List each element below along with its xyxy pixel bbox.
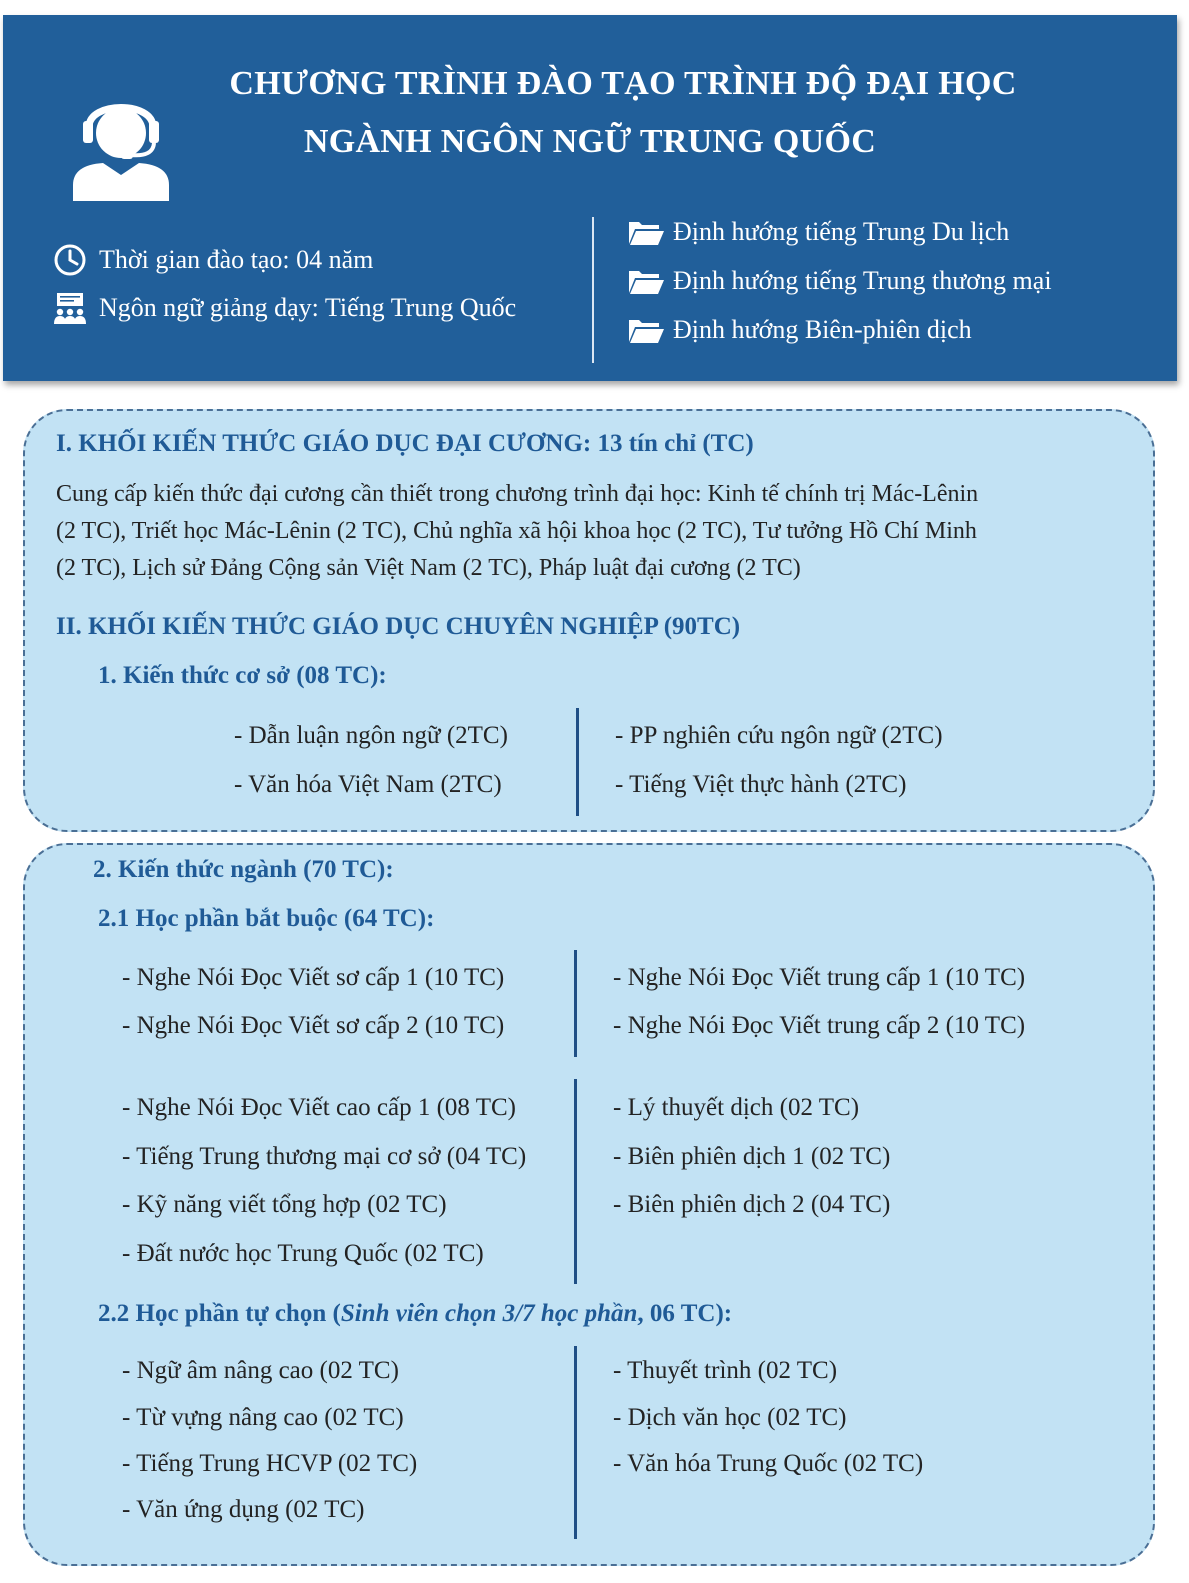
orientation-item	[627, 315, 972, 345]
general-heading: I. KHỐI KIẾN THỨC GIÁO DỤC ĐẠI CƯƠNG: 13 tín chỉ (TC)	[56, 430, 754, 457]
general-line: Cung cấp kiến thức đại cương cần thiết trong chương trình đại học: Kinh tế chính trị Mác-Lênin	[56, 481, 979, 507]
elective-heading-note: Sinh viên chọn 3/7 học phần	[340, 1300, 638, 1327]
course-item: - Văn hóa Việt Nam (2TC)	[234, 771, 502, 798]
course-item: - Thuyết trình (02 TC)	[613, 1357, 838, 1384]
general-line: (2 TC), Lịch sử Đảng Cộng sản Việt Nam (2 TC), Pháp luật đại cương (2 TC)	[56, 555, 801, 581]
orientation-item	[627, 266, 1052, 296]
foundation-heading: 1. Kiến thức cơ sở (08 TC):	[98, 662, 387, 689]
course-item: - Dẫn luận ngôn ngữ (2TC)	[234, 722, 508, 749]
general-line: (2 TC), Triết học Mác-Lênin (2 TC), Chủ nghĩa xã hội khoa học (2 TC), Tư tưởng Hồ Chí Minh	[56, 518, 977, 544]
elective-heading-suffix: , 06 TC):	[637, 1300, 733, 1327]
major-heading: 2. Kiến thức ngành (70 TC):	[93, 856, 394, 883]
course-item: - Đất nước học Trung Quốc (02 TC)	[122, 1240, 484, 1267]
header-divider	[592, 217, 594, 363]
program-title-line1: CHƯƠNG TRÌNH ĐÀO TẠO TRÌNH ĐỘ ĐẠI HỌC	[229, 65, 1017, 102]
orientation-text: Định hướng Biên-phiên dịch	[673, 315, 972, 344]
orientation-text: Định hướng tiếng Trung thương mại	[673, 266, 1052, 295]
orientation-item	[627, 217, 1009, 247]
folder-icon	[627, 316, 665, 344]
presentation-audience-icon	[53, 291, 87, 325]
course-item: - PP nghiên cứu ngôn ngữ (2TC)	[615, 722, 943, 749]
duration-text: Thời gian đào tạo: 04 năm	[99, 245, 374, 274]
clock-icon	[53, 243, 87, 277]
column-divider	[576, 708, 579, 816]
course-item: - Biên phiên dịch 1 (02 TC)	[613, 1143, 891, 1170]
column-divider	[574, 950, 577, 1057]
course-item: - Biên phiên dịch 2 (04 TC)	[613, 1191, 891, 1218]
course-item: - Văn hóa Trung Quốc (02 TC)	[613, 1450, 924, 1477]
program-title-line2: NGÀNH NGÔN NGỮ TRUNG QUỐC	[303, 123, 877, 160]
elective-heading	[98, 1300, 732, 1328]
course-item: - Lý thuyết dịch (02 TC)	[613, 1094, 860, 1121]
column-divider	[574, 1079, 577, 1284]
course-item: - Tiếng Việt thực hành (2TC)	[615, 771, 907, 798]
course-item: - Từ vựng nâng cao (02 TC)	[122, 1404, 404, 1431]
course-item: - Nghe Nói Đọc Viết trung cấp 1 (10 TC)	[613, 964, 1026, 991]
elective-heading-prefix: 2.2 Học phần tự chọn (	[98, 1300, 341, 1327]
language-text: Ngôn ngữ giảng dạy: Tiếng Trung Quốc	[99, 293, 517, 322]
course-item: - Nghe Nói Đọc Viết trung cấp 2 (10 TC)	[613, 1012, 1026, 1039]
course-item: - Ngữ âm nâng cao (02 TC)	[122, 1357, 399, 1384]
column-divider	[574, 1346, 577, 1539]
course-item: - Văn ứng dụng (02 TC)	[122, 1496, 365, 1523]
language-info	[53, 291, 516, 325]
course-item: - Tiếng Trung thương mại cơ sở (04 TC)	[122, 1143, 527, 1170]
required-heading: 2.1 Học phần bắt buộc (64 TC):	[98, 905, 435, 932]
duration-info	[53, 243, 373, 277]
folder-icon	[627, 218, 665, 246]
course-item: - Nghe Nói Đọc Viết sơ cấp 2 (10 TC)	[122, 1012, 505, 1039]
course-item: - Dịch văn học (02 TC)	[613, 1404, 847, 1431]
course-item: - Nghe Nói Đọc Viết sơ cấp 1 (10 TC)	[122, 964, 505, 991]
course-item: - Kỹ năng viết tổng hợp (02 TC)	[122, 1191, 447, 1218]
orientation-text: Định hướng tiếng Trung Du lịch	[673, 217, 1010, 246]
program-header	[3, 15, 1177, 381]
folder-icon	[627, 267, 665, 295]
professional-heading: II. KHỐI KIẾN THỨC GIÁO DỤC CHUYÊN NGHIỆP (90TC)	[56, 613, 741, 640]
course-item: - Tiếng Trung HCVP (02 TC)	[122, 1450, 418, 1477]
course-item: - Nghe Nói Đọc Viết cao cấp 1 (08 TC)	[122, 1094, 516, 1121]
